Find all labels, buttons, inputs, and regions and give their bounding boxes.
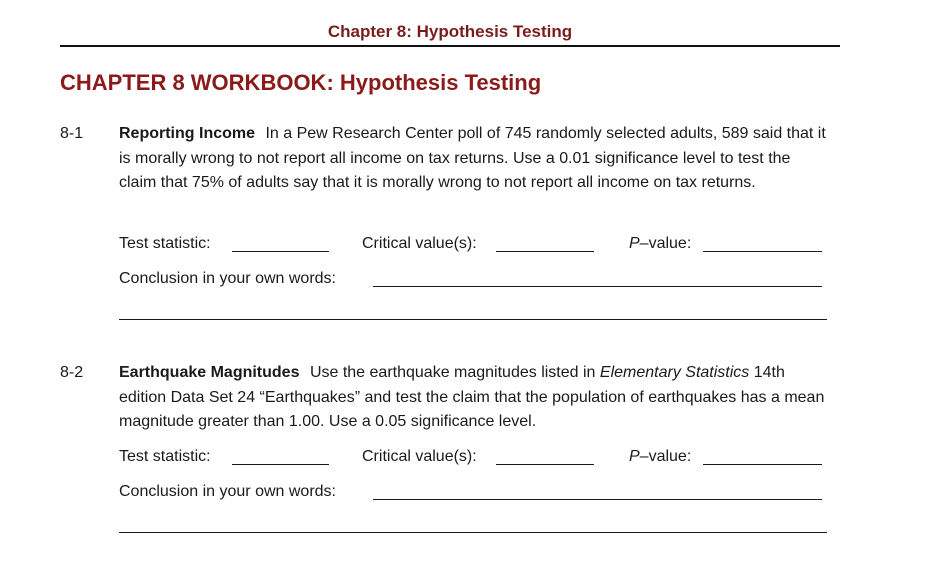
answer-row (119, 232, 831, 256)
problem-body-start: Use the earthquake magnitudes listed in (309, 364, 596, 381)
conclusion-blank[interactable] (373, 499, 822, 500)
p-value-label (629, 232, 691, 256)
test-statistic-blank[interactable] (232, 464, 329, 465)
critical-value-blank[interactable] (496, 464, 594, 465)
header-rule (60, 45, 840, 47)
conclusion-label: Conclusion in your own words: (119, 270, 336, 287)
chapter-title: CHAPTER 8 WORKBOOK: Hypothesis Testing (60, 70, 542, 95)
problem-statement (119, 361, 831, 435)
p-value-blank[interactable] (703, 251, 822, 252)
answer-row (119, 445, 831, 469)
p-value-suffix: –value: (639, 448, 692, 465)
p-value-label (629, 445, 691, 469)
conclusion-label: Conclusion in your own words: (119, 483, 336, 500)
problem-number: 8-2 (60, 364, 84, 381)
conclusion-blank[interactable] (373, 286, 822, 287)
conclusion-extra-line[interactable] (119, 532, 827, 533)
p-letter: P (629, 235, 640, 252)
conclusion-extra-line[interactable] (119, 319, 827, 320)
problem-body-end: 14th edition Data Set 24 “Earthquakes” and test the claim that the population of earthquakes has a mean magnitude greater than 1.00. Use a 0.05 significance level. (119, 364, 825, 430)
test-statistic-blank[interactable] (232, 251, 329, 252)
p-letter: P (629, 448, 640, 465)
problem-statement (119, 122, 831, 196)
problem-number: 8-1 (60, 125, 84, 142)
p-value-suffix: –value: (639, 235, 692, 252)
book-title: Elementary Statistics (599, 364, 750, 381)
p-value-blank[interactable] (703, 464, 822, 465)
test-statistic-label: Test statistic: (119, 448, 211, 465)
critical-value-blank[interactable] (496, 251, 594, 252)
running-header: Chapter 8: Hypothesis Testing (327, 22, 573, 41)
problem-heading: Earthquake Magnitudes (119, 364, 300, 381)
problem-body: In a Pew Research Center poll of 745 randomly selected adults, 589 said that it is morally wrong to not report all income on tax returns. Use a 0.01 significance level to test the claim that 75% of adults say that it is morally wrong to not report all income on tax returns. (119, 125, 826, 191)
problem-heading: Reporting Income (119, 125, 256, 142)
conclusion-row (119, 480, 831, 504)
critical-value-label: Critical value(s): (362, 235, 477, 252)
conclusion-row (119, 267, 831, 291)
critical-value-label: Critical value(s): (362, 448, 477, 465)
test-statistic-label: Test statistic: (119, 235, 211, 252)
